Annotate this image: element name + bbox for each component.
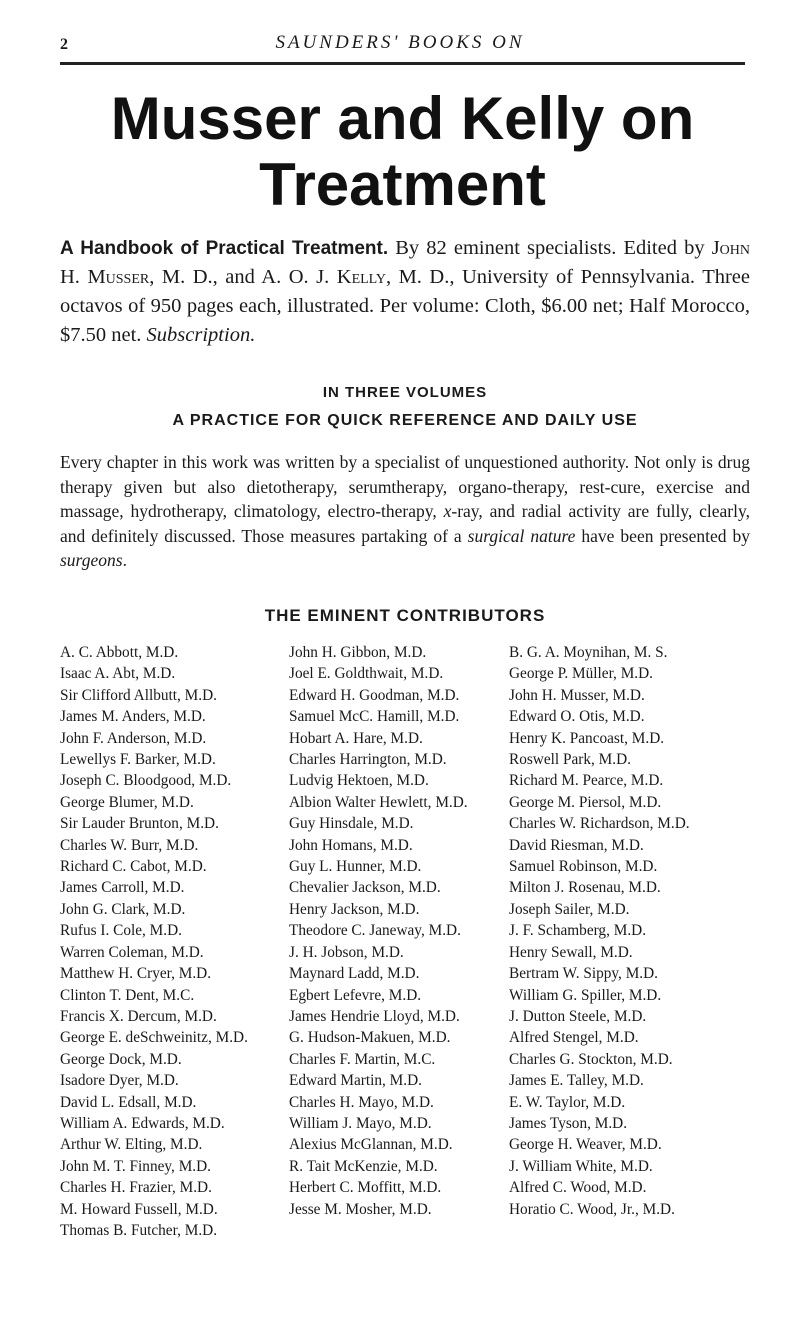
- contributor-name: Charles Harrington, M.D.: [289, 751, 447, 769]
- contributor-name: Egbert Lefevre, M.D.: [289, 986, 422, 1004]
- contributor-name: James M. Anders, M.D.: [60, 708, 206, 726]
- contributor-name: Richard M. Pearce, M.D.: [509, 772, 664, 790]
- contributor-name: Samuel Robinson, M.D.: [509, 858, 658, 876]
- contributor-name: Samuel McC. Hamill, M.D.: [289, 708, 460, 726]
- contributor-name: Guy Hinsdale, M.D.: [289, 815, 414, 833]
- contributor-name: A. C. Abbott, M.D.: [60, 644, 179, 661]
- contributors-heading: THE EMINENT CONTRIBUTORS: [264, 606, 546, 625]
- contributor-name: Joel E. Goldthwait, M.D.: [289, 665, 444, 683]
- contributor-name: Edward O. Otis, M.D.: [509, 708, 645, 726]
- contributor-name: George P. Müller, M.D.: [509, 665, 653, 683]
- running-head: [60, 32, 740, 60]
- contributor-name: Charles W. Burr, M.D.: [60, 836, 199, 854]
- body-text-2: -ray, and radial activity are fully, clearly, and definitely discussed. Those measures partaking of a: [60, 501, 750, 546]
- contributor-name: Joseph C. Bloodgood, M.D.: [60, 772, 232, 790]
- editor-2-surname: Kelly: [336, 266, 386, 288]
- description-text-4: , M. D., University of Pennsylvania. Three octavos of 950 pages each, illustrated. Per volume: Cloth, $6.00 net; Half Morocco, $7.50 net.: [60, 266, 750, 346]
- contributor-name: Maynard Ladd, M.D.: [289, 965, 420, 983]
- contributor-name: Guy L. Hunner, M.D.: [289, 858, 422, 876]
- header-rule: [60, 62, 745, 65]
- contributor-name: George Blumer, M.D.: [60, 793, 194, 811]
- contributor-name: Sir Lauder Brunton, M.D.: [60, 815, 219, 833]
- contributors-column-1: [60, 642, 260, 1241]
- description-text-2: H.: [60, 266, 88, 288]
- contributor-name: Rufus I. Cole, M.D.: [60, 922, 182, 940]
- contributor-name: Warren Coleman, M.D.: [60, 943, 204, 961]
- contributor-name: Theodore C. Janeway, M.D.: [289, 922, 461, 940]
- contributor-name: William A. Edwards, M.D.: [60, 1114, 225, 1132]
- contributor-name: Isadore Dyer, M.D.: [60, 1072, 179, 1090]
- book-title-line-2: Treatment: [259, 151, 546, 218]
- practice-heading: A PRACTICE FOR QUICK REFERENCE AND DAILY USE: [172, 412, 638, 429]
- contributor-name: James Carroll, M.D.: [60, 879, 185, 897]
- contributor-name: Henry Jackson, M.D.: [289, 900, 420, 918]
- contributor-name: John M. T. Finney, M.D.: [60, 1157, 211, 1175]
- xray-letter: x: [443, 501, 452, 521]
- contributor-name: Alfred Stengel, M.D.: [509, 1029, 639, 1047]
- contributor-name: Roswell Park, M.D.: [509, 751, 631, 769]
- body-paragraph: [60, 450, 750, 573]
- contributor-name: Thomas B. Futcher, M.D.: [60, 1221, 218, 1239]
- subscription-note: Subscription.: [146, 324, 256, 346]
- description-text-1: By 82 eminent specialists. Edited by: [388, 237, 712, 259]
- book-description: [60, 234, 750, 350]
- contributor-name: John H. Musser, M.D.: [509, 686, 645, 704]
- contributor-name: Alfred C. Wood, M.D.: [509, 1179, 647, 1197]
- contributor-name: John G. Clark, M.D.: [60, 900, 186, 918]
- contributor-name: Horatio C. Wood, Jr., M.D.: [509, 1200, 675, 1218]
- editor-1-surname: Musser: [87, 266, 150, 288]
- contributor-name: Charles G. Stockton, M.D.: [509, 1050, 673, 1068]
- contributor-name: Hobart A. Hare, M.D.: [289, 729, 423, 747]
- contributor-name: E. W. Taylor, M.D.: [509, 1093, 626, 1111]
- description-text-3: , M. D., and A. O. J.: [149, 266, 337, 288]
- contributor-name: Isaac A. Abt, M.D.: [60, 665, 176, 683]
- body-text-3: have been presented by: [575, 525, 750, 546]
- page-number: 2: [60, 36, 68, 53]
- contributor-name: J. F. Schamberg, M.D.: [509, 922, 647, 940]
- contributor-name: J. Dutton Steele, M.D.: [509, 1007, 647, 1025]
- book-title-line-1: Musser and Kelly on: [110, 85, 695, 152]
- contributor-name: Charles H. Frazier, M.D.: [60, 1179, 212, 1197]
- contributor-name: Chevalier Jackson, M.D.: [289, 879, 441, 897]
- contributor-name: David L. Edsall, M.D.: [60, 1093, 197, 1111]
- contributor-name: James E. Talley, M.D.: [509, 1072, 644, 1090]
- contributor-name: Edward H. Goodman, M.D.: [289, 686, 460, 704]
- contributor-name: G. Hudson-Makuen, M.D.: [289, 1029, 451, 1047]
- contributor-name: Arthur W. Elting, M.D.: [60, 1136, 203, 1154]
- contributor-name: J. H. Jobson, M.D.: [289, 943, 404, 961]
- contributor-name: John H. Gibbon, M.D.: [289, 644, 427, 661]
- contributor-name: Joseph Sailer, M.D.: [509, 900, 630, 918]
- contributor-name: George Dock, M.D.: [60, 1050, 182, 1068]
- contributor-name: George H. Weaver, M.D.: [509, 1136, 662, 1154]
- contributor-name: Clinton T. Dent, M.C.: [60, 986, 195, 1004]
- contributor-name: George M. Piersol, M.D.: [509, 793, 662, 811]
- contributors-column-2: [289, 642, 504, 1220]
- contributor-name: Francis X. Dercum, M.D.: [60, 1007, 217, 1025]
- contributor-name: Edward Martin, M.D.: [289, 1072, 422, 1090]
- contributor-name: Sir Clifford Allbutt, M.D.: [60, 686, 217, 704]
- contributor-name: Henry K. Pancoast, M.D.: [509, 729, 665, 747]
- contributor-name: Milton J. Rosenau, M.D.: [509, 879, 661, 897]
- contributor-name: Albion Walter Hewlett, M.D.: [289, 793, 468, 811]
- contributor-name: M. Howard Fussell, M.D.: [60, 1200, 218, 1218]
- body-text-1: Every chapter in this work was written by a specialist of unquestioned authority. Not only is drug therapy given but also dietotherapy, serumtherapy, organo-therapy, rest-cure, exercise and massage, hydrotherapy, climatology, electro-therapy,: [60, 452, 750, 521]
- contributor-name: David Riesman, M.D.: [509, 836, 644, 854]
- editor-1-first-name: John: [711, 237, 750, 259]
- surgeons-word: surgeons: [60, 550, 123, 570]
- contributor-name: Herbert C. Moffitt, M.D.: [289, 1179, 442, 1197]
- contributor-name: Bertram W. Sippy, M.D.: [509, 965, 659, 983]
- contributor-name: William G. Spiller, M.D.: [509, 986, 662, 1004]
- body-text-4: .: [122, 550, 127, 570]
- contributor-name: J. William White, M.D.: [509, 1157, 653, 1175]
- contributor-name: Matthew H. Cryer, M.D.: [60, 965, 212, 983]
- contributor-name: Charles W. Richardson, M.D.: [509, 815, 690, 833]
- contributor-name: Charles H. Mayo, M.D.: [289, 1093, 434, 1111]
- contributor-name: Charles F. Martin, M.C.: [289, 1050, 436, 1068]
- contributor-name: John Homans, M.D.: [289, 836, 413, 854]
- running-title: SAUNDERS' BOOKS ON: [275, 32, 525, 53]
- contributor-name: Henry Sewall, M.D.: [509, 943, 633, 961]
- contributor-name: John F. Anderson, M.D.: [60, 729, 207, 747]
- contributor-name: William J. Mayo, M.D.: [289, 1114, 432, 1132]
- contributor-name: B. G. A. Moynihan, M. S.: [509, 644, 668, 661]
- contributor-name: James Hendrie Lloyd, M.D.: [289, 1007, 460, 1025]
- contributor-name: James Tyson, M.D.: [509, 1114, 628, 1132]
- contributor-name: Jesse M. Mosher, M.D.: [289, 1200, 432, 1218]
- contributor-name: George E. deSchweinitz, M.D.: [60, 1029, 248, 1047]
- description-lead: A Handbook of Practical Treatment.: [60, 238, 389, 259]
- surgical-nature-phrase: surgical nature: [467, 525, 576, 546]
- contributor-name: Ludvig Hektoen, M.D.: [289, 772, 429, 790]
- book-title: [60, 86, 745, 218]
- volumes-heading: IN THREE VOLUMES: [322, 384, 488, 401]
- contributor-name: R. Tait McKenzie, M.D.: [289, 1157, 438, 1175]
- contributor-name: Alexius McGlannan, M.D.: [289, 1136, 453, 1154]
- contributor-name: Lewellys F. Barker, M.D.: [60, 751, 216, 769]
- contributors-column-3: [509, 642, 749, 1220]
- contributor-name: Richard C. Cabot, M.D.: [60, 858, 207, 876]
